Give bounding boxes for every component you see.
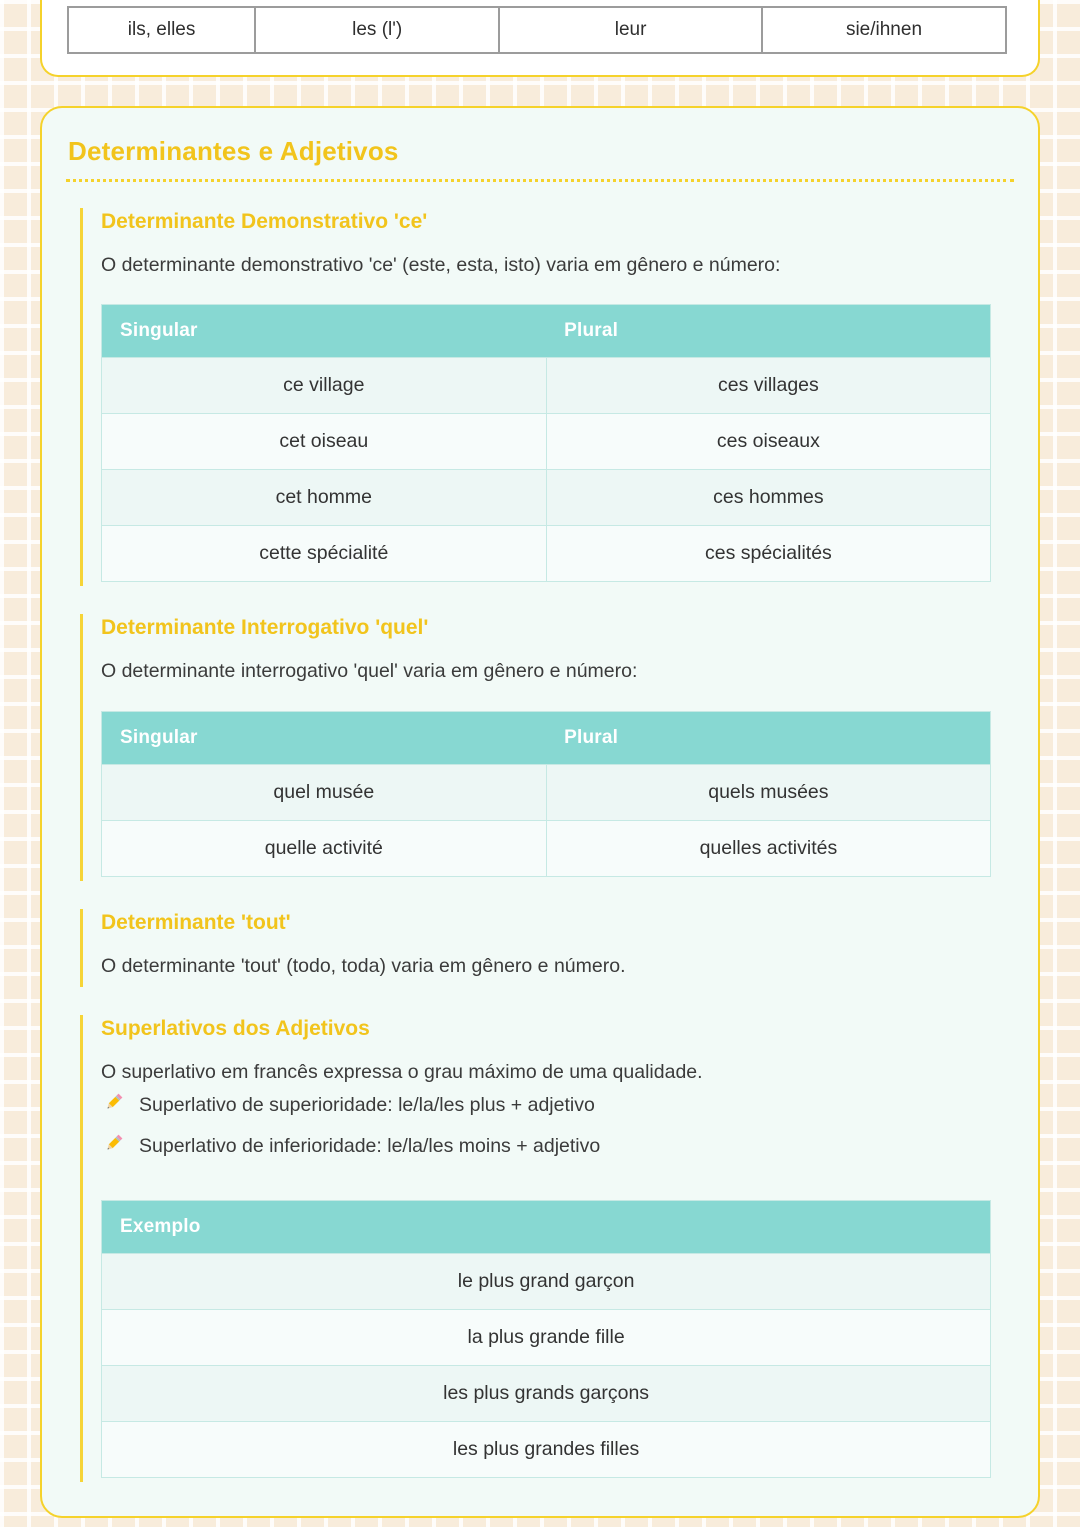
table-row [102,820,990,876]
table-cell: ces spécialités [546,526,991,581]
section-interrogativo-quel [80,614,1014,880]
table-row [102,413,990,469]
table-cell: quelles activités [546,821,991,876]
table-row [102,357,990,413]
table-cell: ces villages [546,358,991,413]
table-cell: les plus grands garçons [443,1382,650,1405]
list-item [103,1091,1014,1119]
table-cell: sie/ihnen [761,6,1007,54]
table-cell: quels musées [546,765,991,820]
determinantes-adjetivos-card [40,106,1040,1518]
bullet-text: Superlativo de superioridade: le/la/les plus + adjetivo [139,1093,595,1116]
section-paragraph: O determinante interrogativo 'quel' varia em gênero e número: [101,660,638,683]
section-paragraph: O determinante 'tout' (todo, toda) varia em gênero e número. [101,954,626,977]
table-header-row [102,1201,990,1253]
table-row [102,764,990,820]
interrogativo-table [101,711,991,877]
table-row [102,1309,990,1365]
pencil-icon [103,1132,125,1160]
section-demonstrativo-ce [80,208,1014,586]
section-superlativos [80,1015,1014,1482]
table-header-row [102,712,990,764]
table-cell: le plus grand garçon [457,1270,635,1293]
section-heading: Determinante 'tout' [101,910,291,934]
section-tout [80,909,1014,987]
table-header-cell: Plural [564,320,619,342]
section-paragraph: O superlativo em francês expressa o grau máximo de uma qualidade. [101,1060,703,1083]
card-title: Determinantes e Adjetivos [68,136,399,166]
previous-card-bottom [40,0,1040,77]
table-cell: les plus grandes filles [452,1438,640,1461]
table-row [102,1421,990,1477]
bullet-text: Superlativo de inferioridade: le/la/les moins + adjetivo [139,1134,601,1157]
list-item [103,1132,1014,1160]
demonstrativo-table [101,304,991,582]
table-row [102,469,990,525]
section-heading: Determinante Demonstrativo 'ce' [101,210,428,233]
table-cell: cet oiseau [279,430,369,453]
pencil-icon [103,1091,125,1119]
table-body [102,764,990,876]
dotted-divider [66,179,1014,182]
table-header-cell: Singular [120,320,198,342]
table-cell: cet homme [275,486,373,509]
table-body [102,357,990,581]
table-row [102,525,990,581]
table-cell: ces oiseaux [546,414,991,469]
table-header-cell: Plural [564,726,619,748]
table-row [67,6,1013,54]
table-cell: les (l') [254,6,500,54]
table-cell: ils, elles [67,6,256,54]
table-cell: cette spécialité [259,542,389,565]
table-row [102,1365,990,1421]
exemplo-table [101,1200,991,1478]
table-cell: ce village [283,374,365,397]
table-row [102,1253,990,1309]
table-body [102,1253,990,1477]
section-heading: Determinante Interrogativo 'quel' [101,616,429,640]
table-cell: la plus grande fille [467,1326,625,1349]
table-header-row [102,305,990,357]
bullet-list [103,1091,1014,1160]
table-header-cell: Exemplo [120,1216,201,1238]
table-cell: quelle activité [264,836,383,859]
table-cell: ces hommes [546,470,991,525]
table-cell: quel musée [273,780,375,803]
table-cell: leur [498,6,763,54]
table-header-cell: Singular [120,726,198,748]
section-paragraph: O determinante demonstrativo 'ce' (este, esta, isto) varia em gênero e número: [101,254,781,276]
section-heading: Superlativos dos Adjetivos [101,1016,370,1040]
